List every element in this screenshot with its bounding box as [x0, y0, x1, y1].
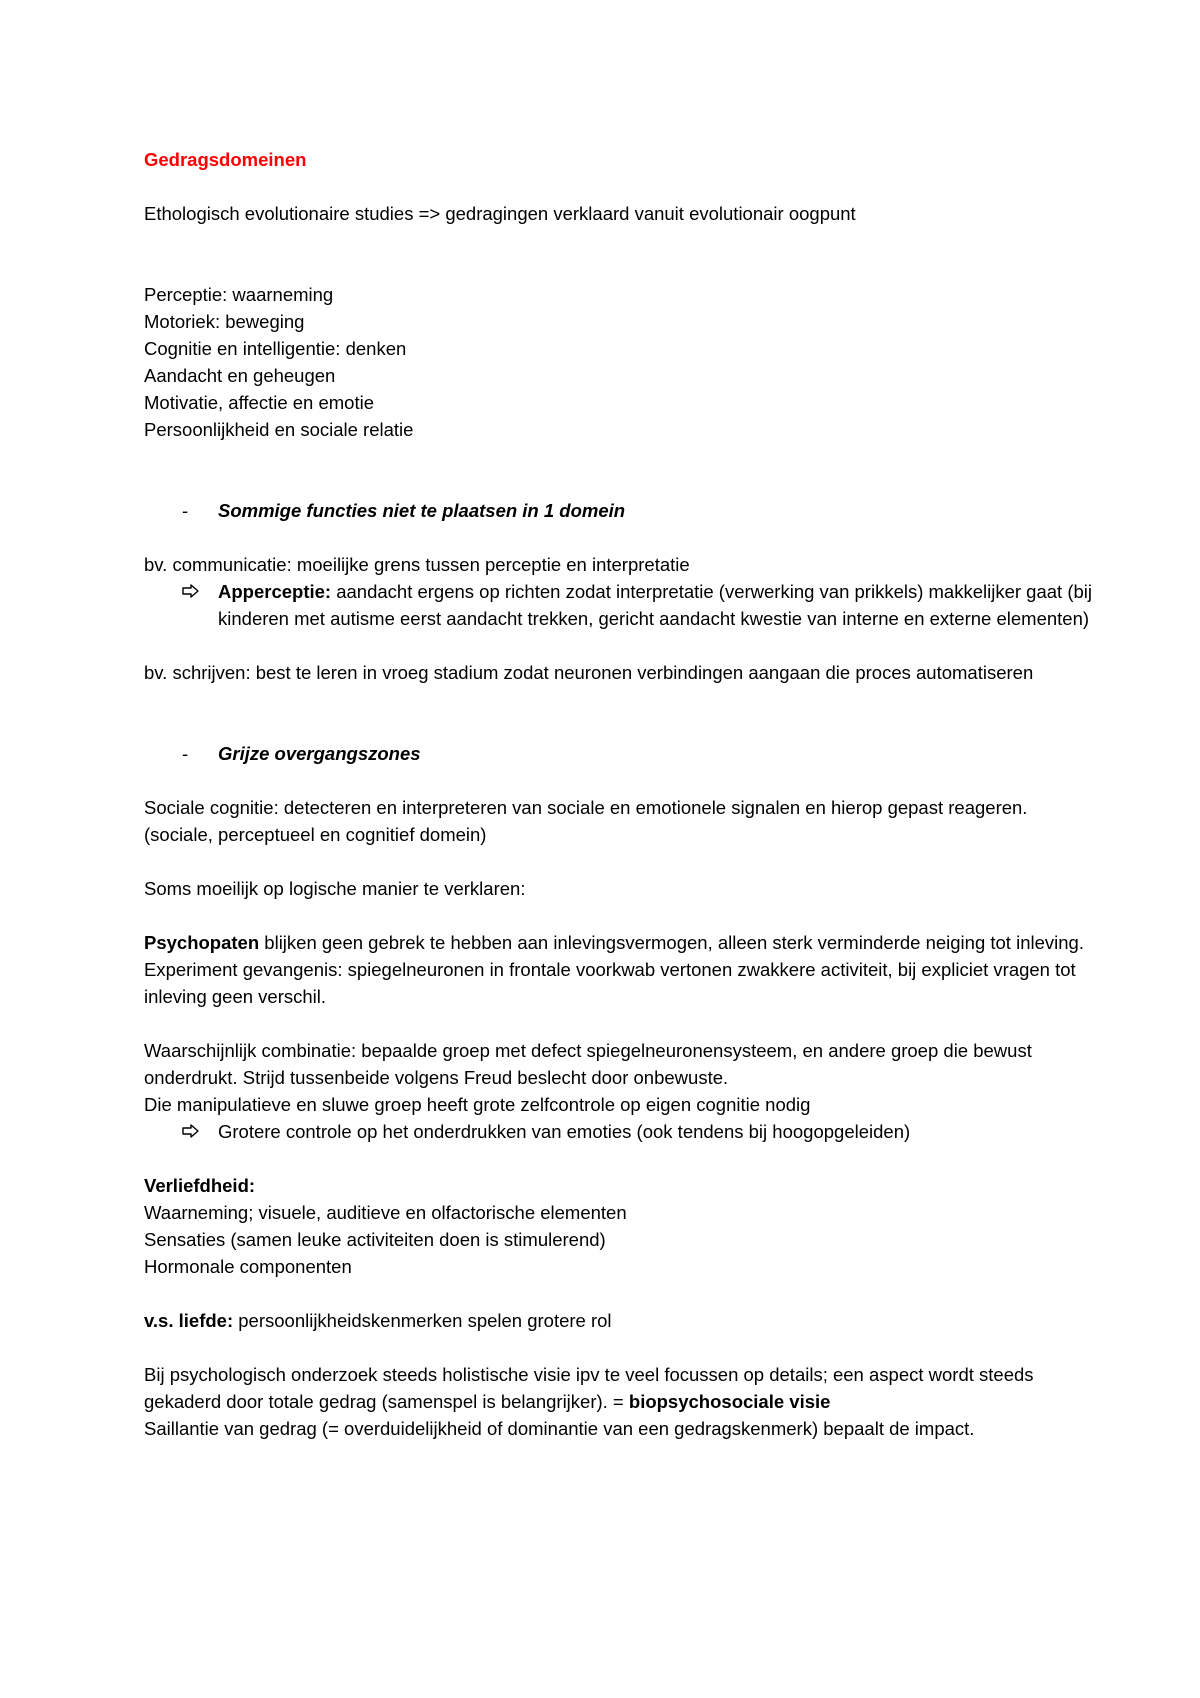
domain-text: beweging — [220, 311, 305, 332]
dash-mark: - — [182, 743, 189, 764]
psychopaten-label: Psychopaten — [144, 932, 260, 953]
holistisch-body: Bij psychologisch onderzoek steeds holistische visie ipv te veel focussen op details; een aspect wordt steeds gekaderd door totale gedrag (samenspel is belangrijker). = — [144, 1364, 1034, 1412]
intro-text: Ethologisch evolutionaire studies => gedragingen verklaard vanuit evolutionair oogpunt — [144, 203, 856, 224]
dash-bullet-text: Sommige functies niet te plaatsen in 1 domein — [218, 500, 626, 521]
verliefdheid-label: Verliefdheid: — [144, 1175, 256, 1196]
domain-item — [144, 416, 1100, 443]
dash-bullet-text: Grijze overgangszones — [218, 743, 421, 764]
domain-label: Motoriek: — [144, 311, 221, 332]
dash-bullet-grijze — [144, 740, 1100, 767]
domain-label: Persoonlijkheid en sociale relatie — [144, 419, 414, 440]
dash-bullet-functies — [144, 497, 1100, 524]
arrow-bullet-grotere — [144, 1118, 1100, 1145]
soms-text: Soms moeilijk op logische manier te verklaren: — [144, 878, 526, 899]
domain-item — [144, 335, 1100, 362]
sociale-cognitie-text: Sociale cognitie: detecteren en interpreteren van sociale en emotionele signalen en hierop gepast reageren. (sociale, perceptueel en cognitief domein) — [144, 797, 1028, 845]
liefde-body: persoonlijkheidskenmerken spelen grotere rol — [233, 1310, 612, 1331]
psychopaten-body: blijken geen gebrek te hebben aan inlevingsvermogen, alleen sterk verminderde neiging tot inleving. Experiment gevangenis: spiegelneuronen in frontale voorkwab vertonen zwakkere activiteit, bij expliciet vragen tot inleving geen verschil. — [144, 932, 1084, 1007]
domain-label: Perceptie: — [144, 284, 228, 305]
apperceptie-text: aandacht ergens op richten zodat interpretatie (verwerking van prikkels) makkelijker gaat (bij kinderen met autisme eerst aandacht trekken, gericht aandacht kwestie van interne en externe elementen) — [218, 581, 1092, 629]
verliefdheid-line: Hormonale componenten — [144, 1256, 352, 1277]
domain-text: waarneming — [227, 284, 334, 305]
liefde-text — [144, 1307, 1100, 1334]
domain-item — [144, 308, 1100, 335]
arrow-bullet-apperceptie — [144, 578, 1100, 632]
dash-mark: - — [182, 500, 189, 521]
grotere-text: Grotere controle op het onderdrukken van emoties (ook tendens bij hoogopgeleiden) — [218, 1121, 911, 1142]
domain-list — [144, 281, 1100, 443]
saillantie-text: Saillantie van gedrag (= overduidelijkheid of dominantie van een gedragskenmerk) bepaalt de impact. — [144, 1418, 975, 1439]
domain-label: Cognitie en intelligentie: — [144, 338, 341, 359]
apperceptie-label: Apperceptie: — [218, 581, 332, 602]
waarschijnlijk-text: Waarschijnlijk combinatie: bepaalde groep met defect spiegelneuronensysteem, en andere groep die bewust onderdrukt. Strijd tussenbeide volgens Freud beslecht door onbewuste. — [144, 1040, 1032, 1088]
liefde-label: v.s. liefde: — [144, 1310, 234, 1331]
arrow-right-icon — [182, 578, 218, 632]
holistisch-text — [144, 1361, 1100, 1415]
verliefdheid-line: Waarneming; visuele, auditieve en olfactorische elementen — [144, 1202, 627, 1223]
page-title: Gedragsdomeinen — [144, 149, 307, 170]
manipulatief-text: Die manipulatieve en sluwe groep heeft grote zelfcontrole op eigen cognitie nodig — [144, 1094, 811, 1115]
holistisch-bold: biopsychosociale visie — [628, 1391, 831, 1412]
domain-label: Aandacht en geheugen — [144, 365, 336, 386]
verliefdheid-line: Sensaties (samen leuke activiteiten doen is stimulerend) — [144, 1229, 606, 1250]
verliefdheid-heading — [144, 1172, 1100, 1199]
arrow-right-icon — [182, 1118, 218, 1145]
domain-item — [144, 362, 1100, 389]
communicatie-text: bv. communicatie: moeilijke grens tussen perceptie en interpretatie — [144, 554, 690, 575]
domain-label: Motivatie, affectie en emotie — [144, 392, 375, 413]
domain-item — [144, 281, 1100, 308]
domain-item — [144, 389, 1100, 416]
domain-text: denken — [340, 338, 407, 359]
psychopaten-text — [144, 929, 1100, 1010]
schrijven-text: bv. schrijven: best te leren in vroeg stadium zodat neuronen verbindingen aangaan die proces automatiseren — [144, 662, 1034, 683]
